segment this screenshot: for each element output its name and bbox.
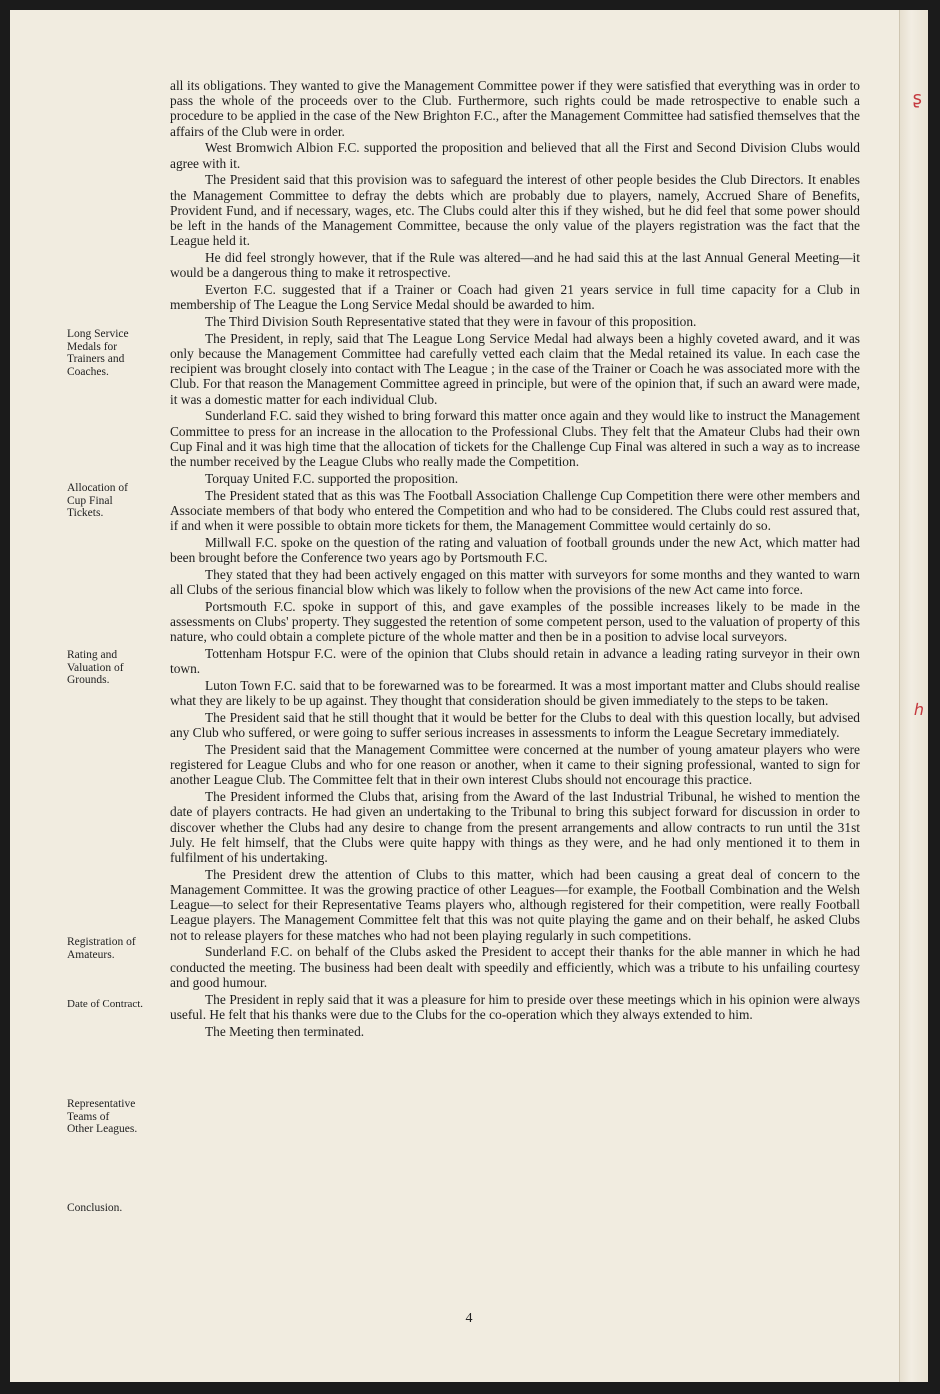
margin-note-representative: Representative Teams of Other Leagues. bbox=[67, 1098, 138, 1135]
paragraph: The President stated that as this was The Football Association Challenge Cup Competition there were other members and Associate members of that body who entered the Competition and who had to be considered. The Clubs could rest assured that, if and when it were possible to obtain more tickets for them, the Management Committee would certainly do so. bbox=[170, 487, 860, 534]
paragraph: The Third Division South Representative stated that they were in favour of this proposition. bbox=[205, 314, 697, 330]
paragraph: They stated that they had been actively engaged on this matter with surveyors for some months and they wanted to warn all Clubs of the serious financial blow which was likely to follow when the provisions of the new Act came into force. bbox=[170, 566, 860, 598]
paragraph: The President said that the Management Committee were concerned at the number of young amateur players who were registered for League Clubs and who for one reason or another, when it came to their signing professional, wanted to sign for another League Club. The Committee felt that in their own interest Clubs should not encourage this practice. bbox=[170, 742, 860, 788]
paragraph: The President drew the attention of Clubs to this matter, which had been causing a great deal of concern to the Management Committee. It was the growing practice of other Leagues—for example, the Football Combination and the Welsh League—to select for their Representative Teams players who, although registered for their competition, were really Football League players. The Management Committee felt that this was not quite playing the game and on their behalf, he asked Clubs not to release players for these matches who had not been playing regularly in such competitions. bbox=[170, 866, 860, 943]
page-number: 4 bbox=[465, 1311, 473, 1326]
paragraph: all its obligations. They wanted to give the Management Committee power if they were satisfied that everything was in order to pass the whole of the proceeds over to the Club. Furthermore, such rights could be made retrospective to enable such a procedure to be applied in the case of the New Brighton F.C., after the Management Committee had satisfied themselves that the affairs of the Club were in order. bbox=[170, 78, 860, 139]
minutes-body bbox=[170, 78, 860, 1040]
paragraph: The President informed the Clubs that, arising from the Award of the last Industrial Tribunal, he wished to mention the date of players contracts. He had given an undertaking to the Tribunal to bring this subject forward for discussion in order to discover whether the Clubs had any desire to change from the present arrangements and allow contracts to run until the 31st July. He felt himself, that the Clubs were quite happy with things as they were, and he had only mentioned it to them in fulfilment of his undertaking. bbox=[170, 789, 860, 866]
red-ink-mark: ℎ bbox=[913, 700, 924, 719]
paragraph: Tottenham Hotspur F.C. were of the opinion that Clubs should retain in advance a leading rating surveyor in their own town. bbox=[170, 646, 860, 677]
margin-note-cup-final: Allocation of Cup Final Tickets. bbox=[67, 482, 128, 519]
paragraph: The President in reply said that it was a pleasure for him to preside over these meetings which in his opinion were always useful. He felt that his thanks were due to the Clubs for the co-operation which they always extended to him. bbox=[170, 991, 860, 1022]
paragraph: Portsmouth F.C. spoke in support of this, and gave examples of the possible increases likely to be made in the assessments on Clubs' property. They suggested the retention of some competent person, used to the valuation of property of this nature, who could obtain a complete picture of the whole matter and then be in a position to advise local surveyors. bbox=[170, 598, 860, 645]
paragraph: Millwall F.C. spoke on the question of the rating and valuation of football grounds under the new Act, which matter had been brought before the Conference two years ago by Portsmouth F.C. bbox=[170, 534, 860, 566]
paragraph: Everton F.C. suggested that if a Trainer or Coach had given 21 years service in full time capacity for a Club in membership of The League the Long Service Medal should be awarded to him. bbox=[170, 282, 860, 313]
paragraph: Torquay United F.C. supported the proposition. bbox=[205, 470, 459, 486]
scanned-page bbox=[10, 10, 928, 1382]
margin-note-long-service: Long Service Medals for Trainers and Coaches. bbox=[67, 328, 129, 378]
margin-note-amateurs: Registration of Amateurs. bbox=[67, 936, 136, 961]
paragraph: Sunderland F.C. on behalf of the Clubs asked the President to accept their thanks for the able manner in which he had conducted the meeting. The business had been dealt with speedily and efficiently, which was a tribute to his unfailing courtesy and good humour. bbox=[170, 944, 860, 990]
margin-note-contract: Date of Contract. bbox=[67, 998, 144, 1010]
paragraph: The President, in reply, said that The League Long Service Medal had always been a highly coveted award, and it was only because the Management Committee had carefully vetted each claim that the Medal retained its value. In each case the recipient was brought closely into contact with The League ; in the case of the Trainer or Coach he was associated more with the Club. For that reason the Management Committee agreed in principle, but were of the opinion that, if such an award were made, it was a domestic matter for each individual Club. bbox=[170, 330, 860, 407]
paragraph: He did feel strongly however, that if the Rule was altered—and he had said this at the last Annual General Meeting—it would be a dangerous thing to make it retrospective. bbox=[170, 250, 860, 281]
margin-note-rating: Rating and Valuation of Grounds. bbox=[67, 649, 124, 686]
paragraph: West Bromwich Albion F.C. supported the proposition and believed that all the First and Second Division Clubs would agree with it. bbox=[170, 140, 860, 171]
paragraph: Sunderland F.C. said they wished to bring forward this matter once again and they would like to instruct the Management Committee to press for an increase in the allocation to the Professional Clubs. They felt that the Amateur Clubs had their own Cup Final and it was high time that the allocation of tickets for the Challenge Cup Final was altered in such a way as to increase the number received by the League Clubs who really made the Competition. bbox=[170, 408, 860, 470]
paragraph: The Meeting then terminated. bbox=[205, 1023, 365, 1039]
page-edge bbox=[899, 10, 928, 1382]
paragraph: Luton Town F.C. said that to be forewarned was to be forearmed. It was a most important matter and Clubs should realise what they are likely to be up against. They thought that consideration should be given immediately to the steps to be taken. bbox=[170, 678, 860, 709]
paragraph: The President said that this provision was to safeguard the interest of other people besides the Club Directors. It enables the Management Committee to defray the debts which are probably due to players, namely, Accrued Share of Benefits, Provident Fund, and if necessary, wages, etc. The Clubs could alter this if they wished, but he did feel that some power should be left in the hands of the Management Committee, because the only value of the players registration was the fact that the League held it. bbox=[170, 172, 860, 249]
red-ink-mark: ʂ bbox=[912, 88, 922, 109]
paragraph: The President said that he still thought that it would be better for the Clubs to deal with this question locally, but advised any Club who suffered, or were going to suffer serious increases in assessments to inform the League Secretary immediately. bbox=[170, 710, 860, 741]
margin-note-conclusion: Conclusion. bbox=[67, 1202, 123, 1214]
